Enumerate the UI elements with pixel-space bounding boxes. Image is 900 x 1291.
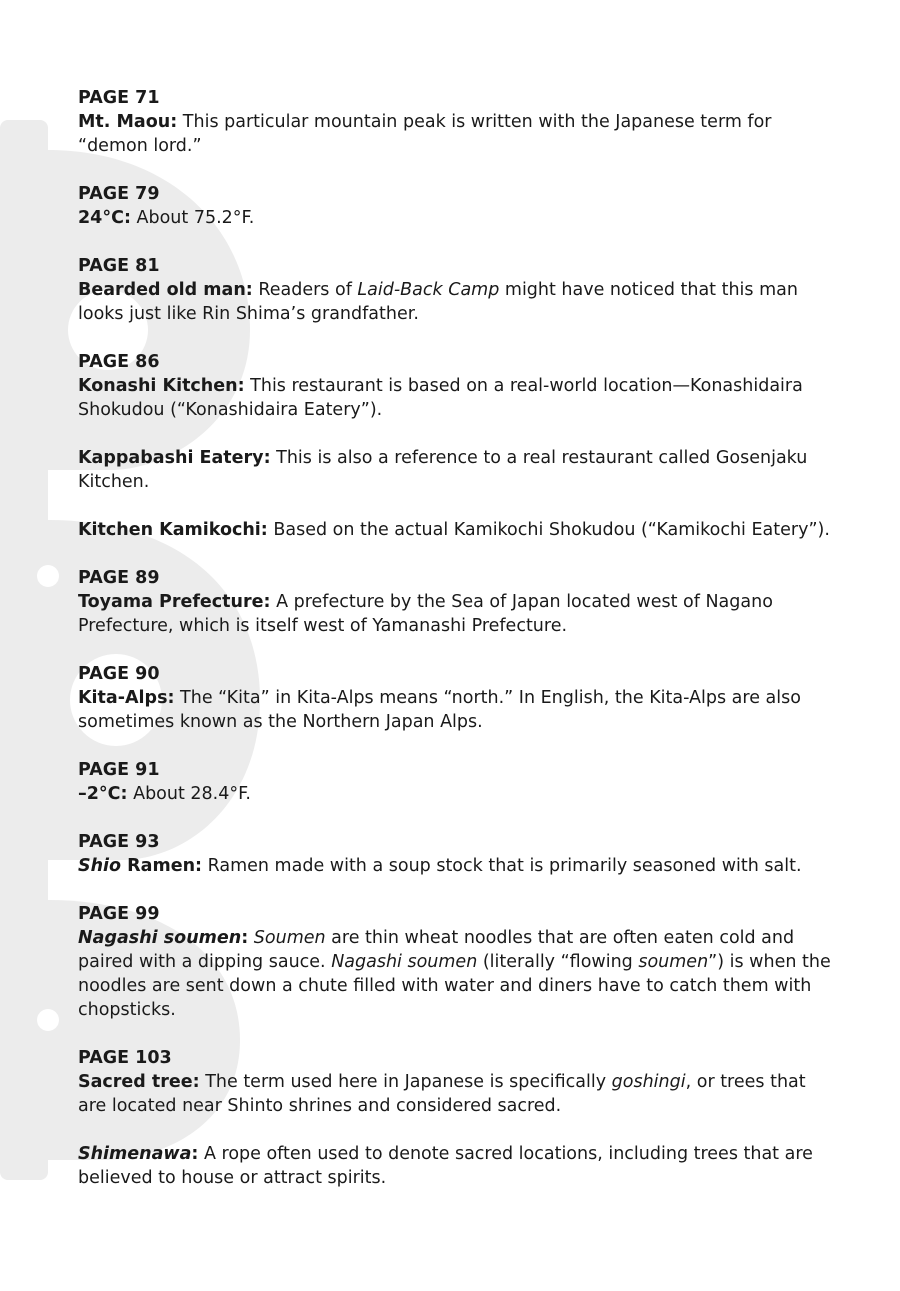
notes-section-page-93 xyxy=(78,830,838,878)
note-text-italic: Nagashi soumen xyxy=(331,952,478,972)
page-heading: PAGE 91 xyxy=(78,760,160,780)
note-text: A rope often used to denote sacred locations, including trees that are believed to house or attract spirits. xyxy=(78,1144,813,1188)
translation-notes xyxy=(78,86,838,1190)
note-text: About 75.2°F. xyxy=(130,208,255,228)
page-heading: PAGE 103 xyxy=(78,1048,172,1068)
note-text-italic: goshingi xyxy=(611,1072,686,1092)
note-text: Readers of xyxy=(252,280,358,300)
note-term: 24°C: xyxy=(78,208,131,228)
notes-section-page-91 xyxy=(78,758,838,806)
note-text: The “Kita” in Kita-Alps means “north.” In English, the Kita-Alps are also sometimes known as the Northern Japan Alps. xyxy=(78,688,801,732)
note-entry xyxy=(78,686,838,734)
notes-section-page-99 xyxy=(78,902,838,1022)
note-entry xyxy=(78,518,838,542)
note-text: might have noticed that this man looks just like Rin Shima’s grandfather. xyxy=(78,280,798,324)
page-heading: PAGE 79 xyxy=(78,184,160,204)
note-entry xyxy=(78,110,838,158)
note-text: are thin wheat noodles that are often eaten cold and paired with a dipping sauce. xyxy=(78,928,795,972)
note-text: Based on the actual Kamikochi Shokudou (“Kamikochi Eatery”). xyxy=(267,520,830,540)
page-heading: PAGE 71 xyxy=(78,88,160,108)
page-heading: PAGE 90 xyxy=(78,664,160,684)
page-heading: PAGE 89 xyxy=(78,568,160,588)
note-term: Mt. Maou: xyxy=(78,112,178,132)
note-text: This is also a reference to a real restaurant called Gosenjaku Kitchen. xyxy=(78,448,808,492)
note-entry xyxy=(78,590,838,638)
note-text: ”) is when the noodles are sent down a chute filled with water and diners have to catch them with chopsticks. xyxy=(78,952,831,1020)
note-term: Bearded old man: xyxy=(78,280,253,300)
note-entry xyxy=(78,782,838,806)
note-term-italic: Shio xyxy=(78,856,122,876)
notes-section-page-71 xyxy=(78,86,838,158)
note-text: , or trees that are located near Shinto shrines and considered sacred. xyxy=(78,1072,806,1116)
note-text-italic: Laid-Back Camp xyxy=(357,280,500,300)
note-term: Toyama Prefecture: xyxy=(78,592,271,612)
note-entry xyxy=(78,278,838,326)
note-term-italic: Shimenawa xyxy=(78,1144,192,1164)
note-text: The term used here in Japanese is specifically xyxy=(199,1072,612,1092)
note-term: : xyxy=(191,1144,199,1164)
note-text: Ramen made with a soup stock that is primarily seasoned with salt. xyxy=(202,856,802,876)
notes-section-page-79 xyxy=(78,182,838,230)
note-term: : xyxy=(241,928,249,948)
note-term: Sacred tree: xyxy=(78,1072,200,1092)
note-text: This particular mountain peak is written with the Japanese term for “demon lord.” xyxy=(78,112,772,156)
page-heading: PAGE 86 xyxy=(78,352,160,372)
note-text: About 28.4°F. xyxy=(127,784,251,804)
notes-section-page-89 xyxy=(78,566,838,638)
note-text-italic: Soumen xyxy=(253,928,326,948)
note-entry xyxy=(78,1070,838,1118)
note-term: Kappabashi Eatery: xyxy=(78,448,271,468)
note-term: Kita-Alps: xyxy=(78,688,175,708)
note-text-italic: soumen xyxy=(638,952,709,972)
notes-section-page-103 xyxy=(78,1046,838,1190)
note-entry xyxy=(78,854,838,878)
notes-section-page-86 xyxy=(78,350,838,542)
note-entry xyxy=(78,1142,838,1190)
note-term-italic: Nagashi soumen xyxy=(78,928,242,948)
note-entry xyxy=(78,446,838,494)
note-text: (literally “flowing xyxy=(477,952,639,972)
note-entry xyxy=(78,926,838,1022)
note-entry xyxy=(78,374,838,422)
page-heading: PAGE 81 xyxy=(78,256,160,276)
notes-section-page-90 xyxy=(78,662,838,734)
note-text: This restaurant is based on a real-world location—Konashidaira Shokudou (“Konashidaira Eatery”). xyxy=(78,376,803,420)
page-heading: PAGE 99 xyxy=(78,904,160,924)
notes-section-page-81 xyxy=(78,254,838,326)
note-term: Ramen: xyxy=(121,856,203,876)
note-entry xyxy=(78,206,838,230)
note-term: –2°C: xyxy=(78,784,128,804)
note-term: Kitchen Kamikochi: xyxy=(78,520,268,540)
note-term: Konashi Kitchen: xyxy=(78,376,245,396)
page-heading: PAGE 93 xyxy=(78,832,160,852)
note-text: A prefecture by the Sea of Japan located west of Nagano Prefecture, which is itself west of Yamanashi Prefecture. xyxy=(78,592,773,636)
